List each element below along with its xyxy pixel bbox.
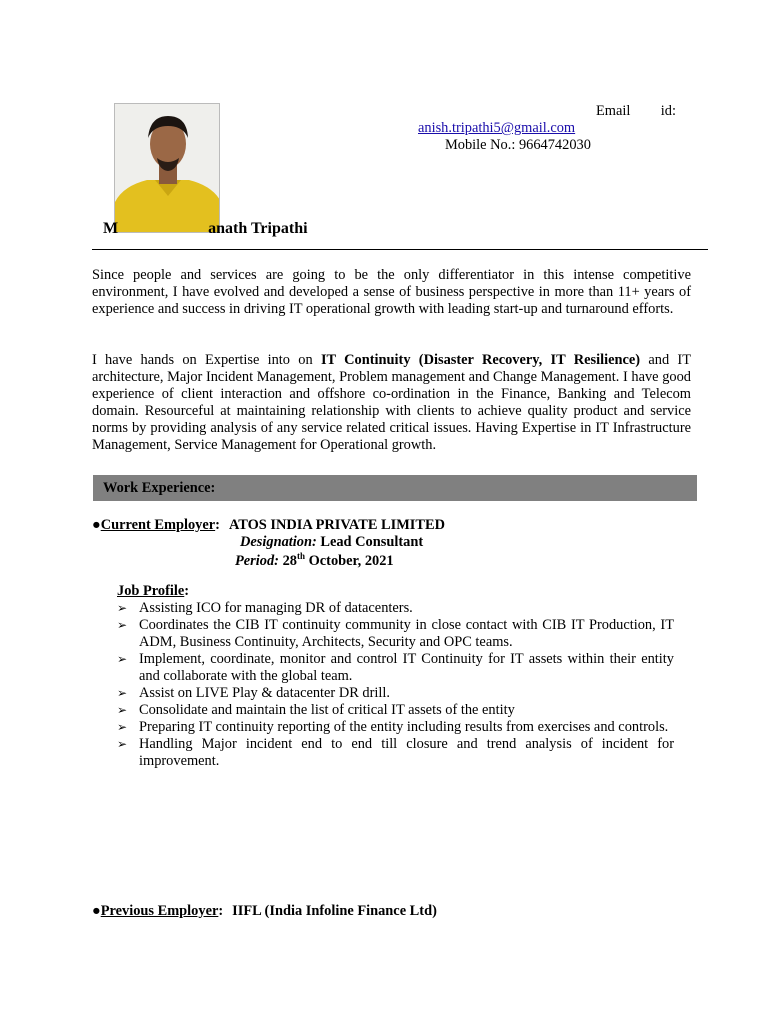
header-divider [92, 249, 708, 250]
summary-paragraph-1: Since people and services are going to be the only differentiator in this intense competitive environment, I have evolved and developed a sense of business perspective in more than 11+ years of experience and success in driving IT operational growth with leading start-up and turnaround efforts. [92, 267, 691, 317]
list-item: ➢ Implement, coordinate, monitor and control IT Continuity for IT assets within their entity and collaborate with the global team. [117, 651, 674, 685]
list-item: ➢ Assisting ICO for managing DR of datacenters. [117, 600, 674, 617]
job-profile-heading: Job Profile: [117, 583, 190, 599]
email-link[interactable]: anish.tripathi5@gmail.com [418, 120, 576, 136]
work-experience-heading: Work Experience: [103, 480, 216, 496]
previous-employer-line: ●Previous Employer: IIFL (India Infoline Finance Ltd) [92, 903, 437, 919]
list-item: ➢ Handling Major incident end to end till closure and trend analysis of incident for improvement. [117, 736, 674, 770]
candidate-name: M anath Tripathi [103, 220, 308, 237]
mobile-number: Mobile No.: 9664742030 [445, 137, 591, 153]
person-portrait-image [115, 104, 220, 233]
list-item: ➢ Preparing IT continuity reporting of the entity including results from exercises and controls. [117, 719, 674, 736]
period-line: Period: 28th October, 2021 [235, 551, 394, 569]
current-company: ATOS INDIA PRIVATE LIMITED [228, 517, 445, 533]
job-profile-list [117, 600, 674, 770]
work-experience-heading-bar [93, 475, 697, 501]
previous-company: IIFL (India Infoline Finance Ltd) [232, 903, 437, 919]
list-item: ➢ Coordinates the CIB IT continuity community in close contact with CIB IT Production, IT ADM, Business Continuity, Architects, Security and OPC teams. [117, 617, 674, 651]
profile-photo [114, 103, 220, 233]
current-employer-line: ●Current Employer: ATOS INDIA PRIVATE LIMITED [92, 517, 445, 533]
email-label: Email id: [596, 103, 676, 119]
designation-line: Designation: Lead Consultant [240, 534, 424, 550]
summary-paragraph-2: I have hands on Expertise into on IT Continuity (Disaster Recovery, IT Resilience) and IT architecture, Major Incident Management, Problem management and Change Management. I have good experience of client interaction and offshore co-ordination in the Finance, Banking and Telecom domain. Resourceful at maintaining relationship with clients to achieve quality product and service norms by providing analysis of any service related critical issues. Having Expertise in IT Infrastructure Management, Service Management for Operational growth. [92, 352, 691, 453]
list-item: ➢ Assist on LIVE Play & datacenter DR drill. [117, 685, 674, 702]
list-item: ➢ Consolidate and maintain the list of critical IT assets of the entity [117, 702, 674, 719]
